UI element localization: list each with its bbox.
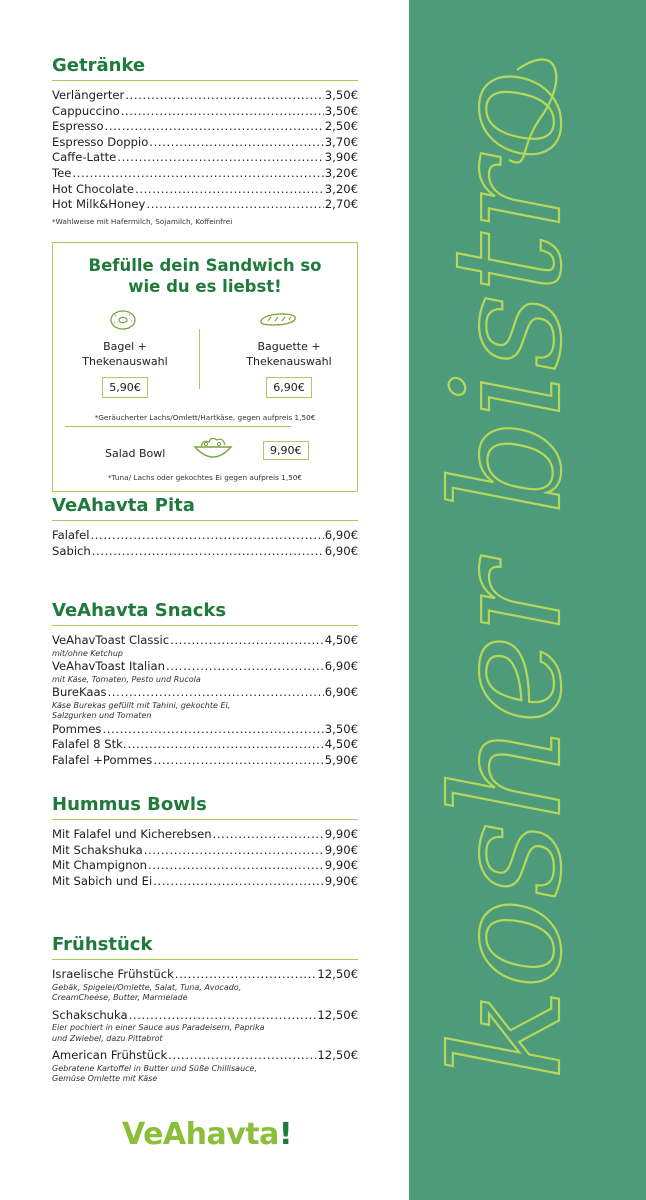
leader-dots [105,119,324,135]
bagel-label: Bagel + Thekenauswahl [82,340,168,368]
item-price: 12,50€ [317,1048,358,1063]
section-pita [52,495,358,559]
sandwich-note: *Geräucherter Lachs/Omlett/Hartkäse, gegen aufpreis 1,50€ [94,413,316,422]
item-description: Gebäk, Spigelei/Omlette, Salat, Tuna, Avocado, CreamCheese, Butter, Marmelade [52,982,242,1003]
menu-item [52,827,358,843]
item-description: Käse Burekas gefüllt mit Tahini, gekochte Ei, Salzgurken und Tomaten [52,700,231,721]
item-name: American Frühstück [52,1048,168,1063]
divider [52,959,358,960]
baguette-label: Baguette + Thekenauswahl [246,340,332,368]
divider [52,819,358,820]
leader-dots [153,874,324,890]
salad-price: 9,90€ [263,441,309,460]
leader-dots [92,544,324,560]
menu-item [52,135,358,151]
item-price: 9,90€ [324,842,358,857]
item-price: 6,90€ [324,685,358,700]
item-price: 6,90€ [324,543,358,558]
menu-item [52,528,358,544]
leader-dots [166,659,324,675]
baguette-option [229,339,349,398]
menu-item [52,150,358,166]
section-title: Getränke [52,55,146,76]
divider [199,329,200,389]
item-price: 6,90€ [324,659,358,674]
menu-item [52,659,358,675]
item-list [52,88,358,213]
item-price: 3,20€ [324,165,358,180]
item-price: 9,90€ [324,873,358,888]
menu-item [52,197,358,213]
item-name: Hot Milk&Honey [52,197,146,212]
item-price: 6,90€ [324,528,358,542]
leader-dots [90,528,323,544]
menu-item [52,858,358,874]
item-name: Tee [52,165,72,180]
leader-dots [148,858,324,874]
item-price: 3,50€ [324,103,358,118]
bagel-icon [109,309,137,331]
item-price: 12,50€ [317,967,358,981]
leader-dots [168,1048,316,1064]
item-name: Sabich [52,543,91,558]
menu-item [52,874,358,890]
item-name: Falafel [52,528,90,542]
leader-dots [170,633,324,649]
leader-dots [117,150,324,166]
item-description: mit Käse, Tomaten, Pesto und Rucola [52,674,201,684]
item-name: Mit Sabich und Ei [52,873,153,888]
item-price: 3,50€ [324,88,358,102]
drinks-note: *Wahlweise mit Hafermilch, Sojamilch, Koffeinfrei [52,216,233,226]
menu-item [52,737,358,753]
item-name: Caffe-Latte [52,150,117,165]
item-price: 3,90€ [324,150,358,165]
item-name: Mit Champignon [52,858,148,873]
item-price: 3,70€ [324,134,358,149]
menu-item [52,722,358,738]
item-description: mit/ohne Ketchup [52,648,123,658]
item-price: 3,20€ [324,181,358,196]
section-title: Hummus Bowls [52,794,207,815]
item-price: 9,90€ [324,827,358,841]
item-name: Israelische Frühstück [52,967,174,981]
item-name: Schakschuka [52,1007,128,1022]
divider [52,625,358,626]
item-name: Pommes [52,721,102,736]
leader-dots [128,737,324,753]
item-name: Falafel 8 Stk. [52,737,127,752]
divider [52,520,358,521]
item-name: Falafel +Pommes [52,752,153,767]
section-title: VeAhavta Snacks [52,600,227,621]
salad-note: *Tuna/ Lachs oder gekochtes Ei gegen aufpreis 1,50€ [107,473,303,482]
salad-bowl-label: Salad Bowl [105,447,166,460]
menu-item [52,88,358,104]
item-price: 9,90€ [324,858,358,873]
leader-dots [121,104,324,120]
menu-item [52,119,358,135]
menu-item [52,843,358,859]
item-name: Verlängerter [52,88,125,102]
menu-item [52,166,358,182]
item-name: Espresso [52,119,104,134]
baguette-price: 6,90€ [266,377,312,398]
veahavta-logo [122,1117,292,1152]
item-price: 3,50€ [324,721,358,736]
script-text: kosher bistro [421,73,595,1080]
menu-item [52,1048,358,1064]
baguette-icon [258,311,298,327]
leader-dots [102,722,323,738]
section-hummus [52,794,358,889]
menu-item [52,633,358,649]
side-panel [409,0,646,1200]
menu-item [52,967,358,983]
menu-item [52,1008,358,1024]
item-price: 2,50€ [324,119,358,134]
menu-item [52,685,358,701]
item-name: Mit Falafel und Kicherebsen [52,827,212,841]
divider [65,426,291,427]
item-name: Espresso Doppio [52,134,149,149]
leader-dots [153,753,323,769]
leader-dots [129,1008,317,1024]
sandwich-title: Befülle dein Sandwich so wie du es liebst! [88,256,322,296]
sandwich-box [52,242,358,492]
logo-exclamation: ! [278,1117,293,1152]
leader-dots [146,197,323,213]
divider [52,80,358,81]
leader-dots [144,843,324,859]
leader-dots [72,166,323,182]
salad-bowl-icon [191,433,235,463]
section-fruehstueck [52,934,358,1085]
item-name: Mit Schakshuka [52,842,143,857]
leader-dots [175,967,317,983]
item-name: BureKaas [52,685,107,700]
section-title: Frühstück [52,934,153,955]
section-snacks [52,600,358,769]
leader-dots [125,88,323,104]
item-price: 2,70€ [324,197,358,212]
menu-item [52,182,358,198]
bagel-price: 5,90€ [102,377,148,398]
item-name: VeAhavToast Italian [52,659,165,674]
leader-dots [108,685,324,701]
item-name: VeAhavToast Classic [52,633,170,647]
logo-wordmark: VeAhavta [122,1117,279,1152]
leader-dots [135,182,324,198]
item-name: Cappuccino [52,103,120,118]
item-price: 4,50€ [324,737,358,752]
item-price: 5,90€ [324,752,358,767]
menu-item [52,104,358,120]
menu-item [52,753,358,769]
bagel-option [67,339,183,398]
leader-dots [213,827,324,843]
item-price: 12,50€ [317,1007,358,1022]
leader-dots [149,135,324,151]
item-description: Eier pochiert in einer Sauce aus Paradeisern, Paprika und Zwiebel, dazu Pittabrot [52,1023,265,1043]
menu-item [52,544,358,560]
item-name: Hot Chocolate [52,181,135,196]
item-price: 4,50€ [324,633,358,647]
kosher-bistro-script [409,0,646,1200]
section-getraenke [52,55,358,226]
item-description: Gebratene Kartoffel in Butter und Süße Chillisauce, Gemüse Omlette mit Käse [52,1063,258,1084]
section-title: VeAhavta Pita [52,495,195,516]
